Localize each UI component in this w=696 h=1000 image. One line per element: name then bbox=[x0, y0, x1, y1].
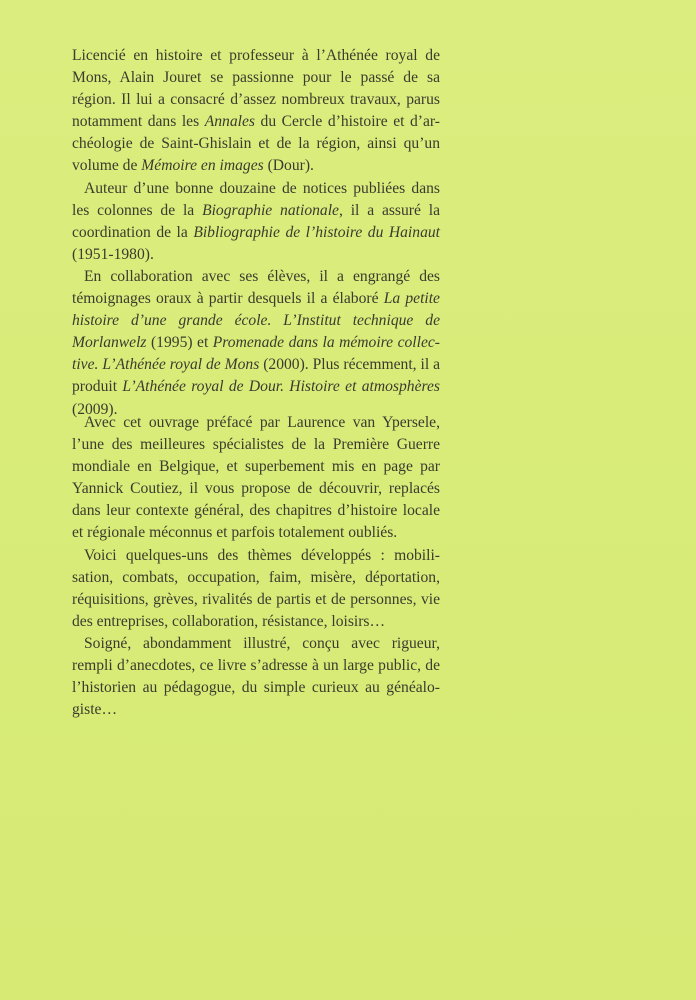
bio-paragraph-1: Licencié en histoire et professeur à l’Athénée royal de Mons, Alain Jouret se passionne pour le passé de sa région. Il lui a consacré d’assez nombreux travaux, parus notamment dans les Annales du Cercle d’histoire et d’ar-chéologie de Saint-Ghislain et de la région, ainsi qu’un volume de Mémoire en images (Dour). bbox=[72, 47, 440, 175]
summary-paragraph-3: Soigné, abondamment illustré, conçu avec rigueur, rempli d’anecdotes, ce livre s’adresse à un large public, de l’historien au pédagogue, du simple curieux au généalo-giste… bbox=[72, 634, 440, 719]
book-summary bbox=[72, 412, 440, 721]
bio-paragraph-3: En collaboration avec ses élèves, il a engrangé des témoignages oraux à partir desquels il a élaboré La petite histoire d’une grande école. L’Institut technique de Morlanwelz (1995) et Promenade dans la mémoire collec-tive. L’Athénée royal de Mons (2000). Plus récemment, il a produit L’Athénée royal de Dour. Histoire et atmosphères (2009). bbox=[72, 267, 440, 418]
summary-paragraph-1: Avec cet ouvrage préfacé par Laurence van Ypersele, l’une des meilleures spécialistes de la Première Guerre mondiale en Belgique, et superbement mis en page par Yannick Coutiez, il vous propose de découvrir, replacés dans leur contexte général, des chapitres d’histoire locale et régionale méconnus et parfois totalement oubliés. bbox=[72, 414, 440, 542]
author-biography bbox=[72, 45, 440, 421]
summary-paragraph-2: Voici quelques-uns des thèmes développés : mobili-sation, combats, occupation, faim, misère, déportation, réquisitions, grèves, rivalités de partis et de personnes, vie des entreprises, collaboration, résistance, loisirs… bbox=[72, 546, 440, 630]
bio-paragraph-2: Auteur d’une bonne douzaine de notices publiées dans les colonnes de la Biographie nationale, il a assuré la coordination de la Bibliographie de l’histoire du Hainaut (1951-1980). bbox=[72, 179, 440, 263]
